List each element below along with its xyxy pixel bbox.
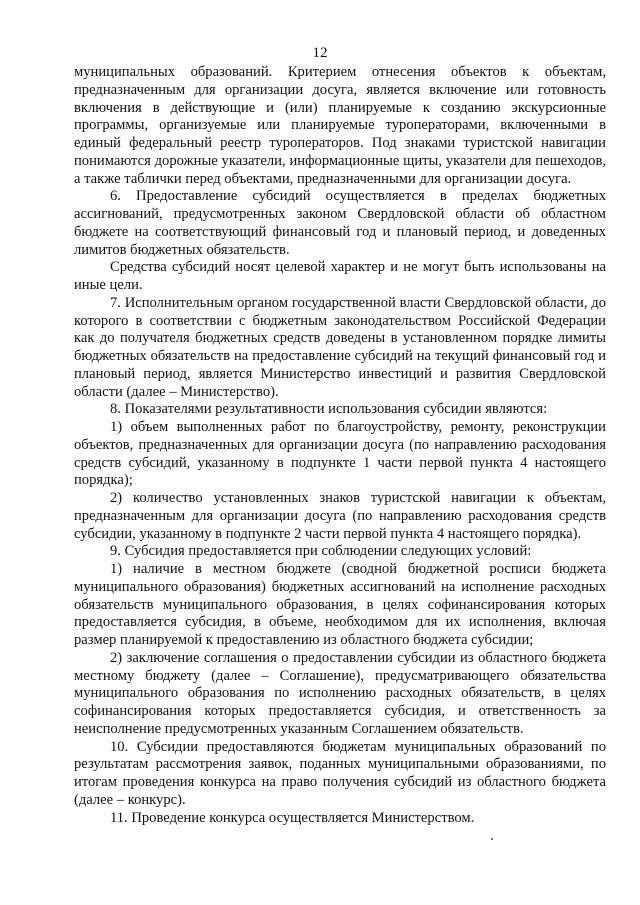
paragraph-item-8: 8. Показателями результативности использования субсидии являются: <box>110 401 548 418</box>
scan-speck <box>491 838 493 840</box>
paragraph-item-9-sub-1: 1) наличие в местном бюджете (сводной бюджетной росписи бюджета муниципального образования) бюджетных ассигнований на исполнение расходных обязательств муниципального образования, в целях софинансирования которых предоставляется субсидия, в объеме, необходимом для их исполнения, включая размер планируемой к предоставлению из областного бюджета субсидии; <box>74 561 606 648</box>
paragraph-item-10: 10. Субсидии предоставляются бюджетам муниципальных образований по результатам рассмотрения заявок, поданных муниципальными образованиями, по итогам проведения конкурса на право получения субсидий из областного бюджета (далее – конкурс). <box>74 738 606 808</box>
paragraph-item-6: 6. Предоставление субсидий осуществляется в пределах бюджетных ассигнований, предусмотренных законом Свердловской области об областном бюджете на соответствующий финансовый год и плановый период, и доведенных лимитов бюджетных обязательств. <box>74 188 606 258</box>
document-body <box>74 64 606 827</box>
page-number: 12 <box>312 45 328 61</box>
paragraph-item-11: 11. Проведение конкурса осуществляется Министерством. <box>110 809 475 826</box>
paragraph-continuation: муниципальных образований. Критерием отнесения объектов к объектам, предназначенным для организации досуга, является включение или готовность включения в действующие и (или) планируемые к созданию экскурсионные программы, организуемые или планируемые туроператорами, включенными в единый федеральный реестр туроператоров. Под знаками туристской навигации понимаются дорожные указатели, информационные щиты, указатели для пешеходов, а также таблички перед объектами, предназначенными для организации досуга. <box>74 64 606 187</box>
paragraph-item-9-sub-2: 2) заключение соглашения о предоставлении субсидии из областного бюджета местному бюджету (далее – Соглашение), предусматривающего обязательства муниципального образования по исполнению расходных обязательств, в целях софинансирования которых предоставляется субсидия, и ответственность за неисполнение предусмотренных указанным Соглашением обязательств. <box>74 649 606 737</box>
paragraph-subsidy-purpose: Средства субсидий носят целевой характер и не могут быть использованы на иные цели. <box>74 259 606 293</box>
paragraph-item-8-sub-2: 2) количество установленных знаков туристской навигации к объектам, предназначенным для организации досуга (по направлению расходования средств субсидии, указанному в подпункте 2 части первой пункта 4 настоящего порядка). <box>74 490 606 542</box>
paragraph-item-9: 9. Субсидия предоставляется при соблюдении следующих условий: <box>110 543 532 560</box>
paragraph-item-8-sub-1: 1) объем выполненных работ по благоустройству, ремонту, реконструкции объектов, предназначенных для организации досуга (по направлению расходования средств субсидий, указанному в подпункте 1 части первой пункта 4 настоящего порядка); <box>74 419 606 489</box>
paragraph-item-7: 7. Исполнительным органом государственной власти Свердловской области, до которого в соответствии с бюджетным законодательством Российской Федерации как до получателя бюджетных средств доведены в установленном порядке лимиты бюджетных обязательств на предоставление субсидий на текущий финансовый год и плановый период, является Министерство инвестиций и развития Свердловской области (далее – Министерство). <box>74 294 606 400</box>
